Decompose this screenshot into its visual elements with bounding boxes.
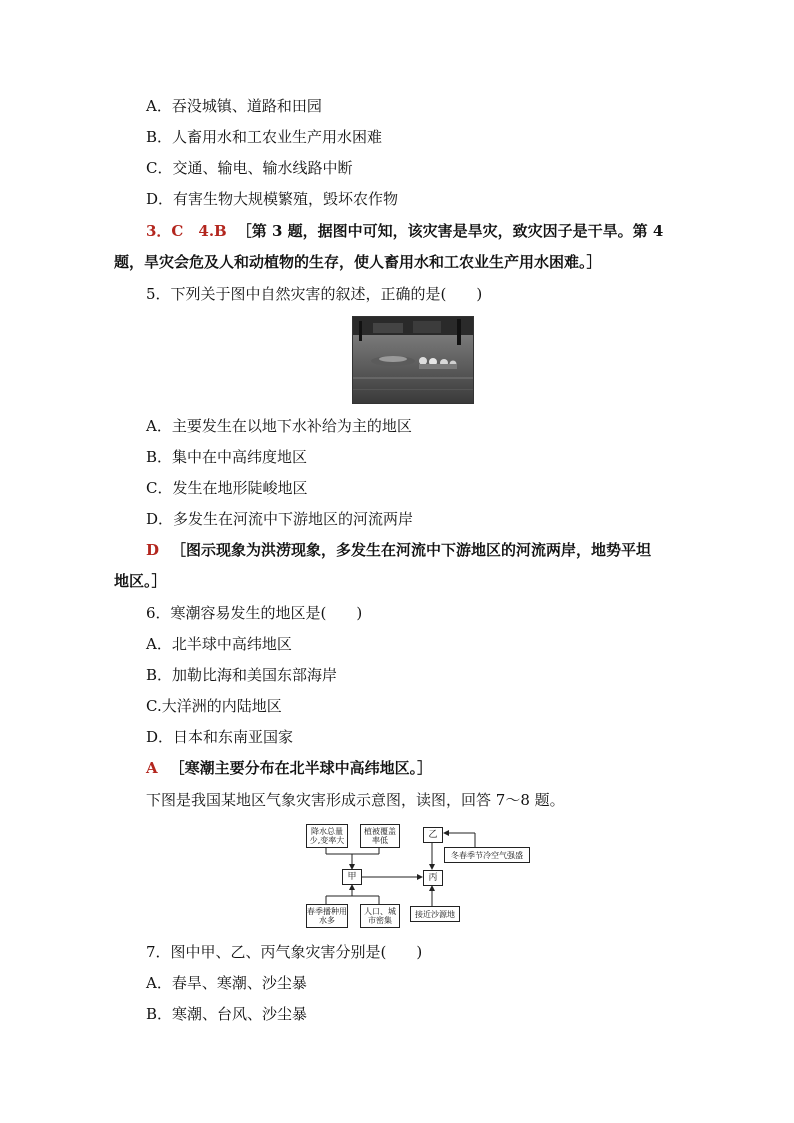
question-5-answer bbox=[146, 540, 651, 560]
answer-3-4 bbox=[146, 221, 663, 241]
question-6-answer-label: A bbox=[146, 759, 158, 777]
diagram-box-desert: 接近沙源地 bbox=[410, 906, 460, 922]
question-5-option-c: C．发生在地形陡峻地区 bbox=[146, 479, 308, 497]
diagram-box-jia: 甲 bbox=[342, 869, 362, 885]
answer-label: 3．C 4.B bbox=[146, 222, 227, 240]
diagram-box-rainfall: 降水总量少,变率大 bbox=[306, 824, 348, 848]
option-a: A．吞没城镇、道路和田园 bbox=[146, 97, 322, 115]
question-7-option-b: B．寒潮、台风、沙尘暴 bbox=[146, 1005, 308, 1023]
question-5-option-d: D．多发生在河流中下游地区的河流两岸 bbox=[146, 510, 414, 528]
question-5-answer-cont: 地区。］ bbox=[114, 572, 167, 590]
diagram-box-bing: 丙 bbox=[423, 870, 443, 886]
question-5-answer-label: D bbox=[146, 541, 160, 559]
answer-explanation: ［第 3 题，据图中可知，该灾害是旱灾，致灾因子是干旱。第 4 bbox=[236, 222, 664, 240]
diagram-box-vegetation: 植被覆盖率低 bbox=[360, 824, 400, 848]
question-5-option-a: A．主要发生在以地下水补给为主的地区 bbox=[146, 417, 412, 435]
diagram-box-cold-air: 冬春季节冷空气强盛 bbox=[444, 847, 530, 863]
question-5-option-b: B．集中在中高纬度地区 bbox=[146, 448, 308, 466]
flood-photo bbox=[352, 316, 474, 404]
diagram-box-yi: 乙 bbox=[423, 827, 443, 843]
question-7-stem: 7．图中甲、乙、丙气象灾害分别是( ) bbox=[146, 943, 423, 961]
option-b: B．人畜用水和工农业生产用水困难 bbox=[146, 128, 383, 146]
question-6-option-c: C.大洋洲的内陆地区 bbox=[146, 697, 282, 715]
intro-7-8: 下图是我国某地区气象灾害形成示意图，读图，回答 7～8 题。 bbox=[146, 791, 565, 809]
option-c: C．交通、输电、输水线路中断 bbox=[146, 159, 353, 177]
diagram-box-spring-sowing: 春季播种用水多 bbox=[306, 904, 348, 928]
question-6-stem: 6．寒潮容易发生的地区是( ) bbox=[146, 604, 363, 622]
disaster-formation-diagram bbox=[300, 822, 540, 930]
question-5-answer-text: ［图示现象为洪涝现象，多发生在河流中下游地区的河流两岸，地势平坦 bbox=[171, 541, 652, 559]
question-6-option-b: B．加勒比海和美国东部海岸 bbox=[146, 666, 338, 684]
question-6-answer-text: ［寒潮主要分布在北半球中高纬地区。］ bbox=[169, 759, 433, 777]
question-6-answer bbox=[146, 758, 432, 778]
question-6-option-a: A．北半球中高纬地区 bbox=[146, 635, 292, 653]
question-7-option-a: A．春旱、寒潮、沙尘暴 bbox=[146, 974, 307, 992]
option-d: D．有害生物大规模繁殖，毁坏农作物 bbox=[146, 190, 399, 208]
question-5-stem: 5．下列关于图中自然灾害的叙述，正确的是( ) bbox=[146, 285, 483, 303]
question-6-option-d: D．日本和东南亚国家 bbox=[146, 728, 294, 746]
diagram-box-population: 人口、城市密集 bbox=[360, 904, 400, 928]
answer-explanation-cont: 题，旱灾会危及人和动植物的生存，使人畜用水和工农业生产用水困难。］ bbox=[114, 253, 602, 271]
